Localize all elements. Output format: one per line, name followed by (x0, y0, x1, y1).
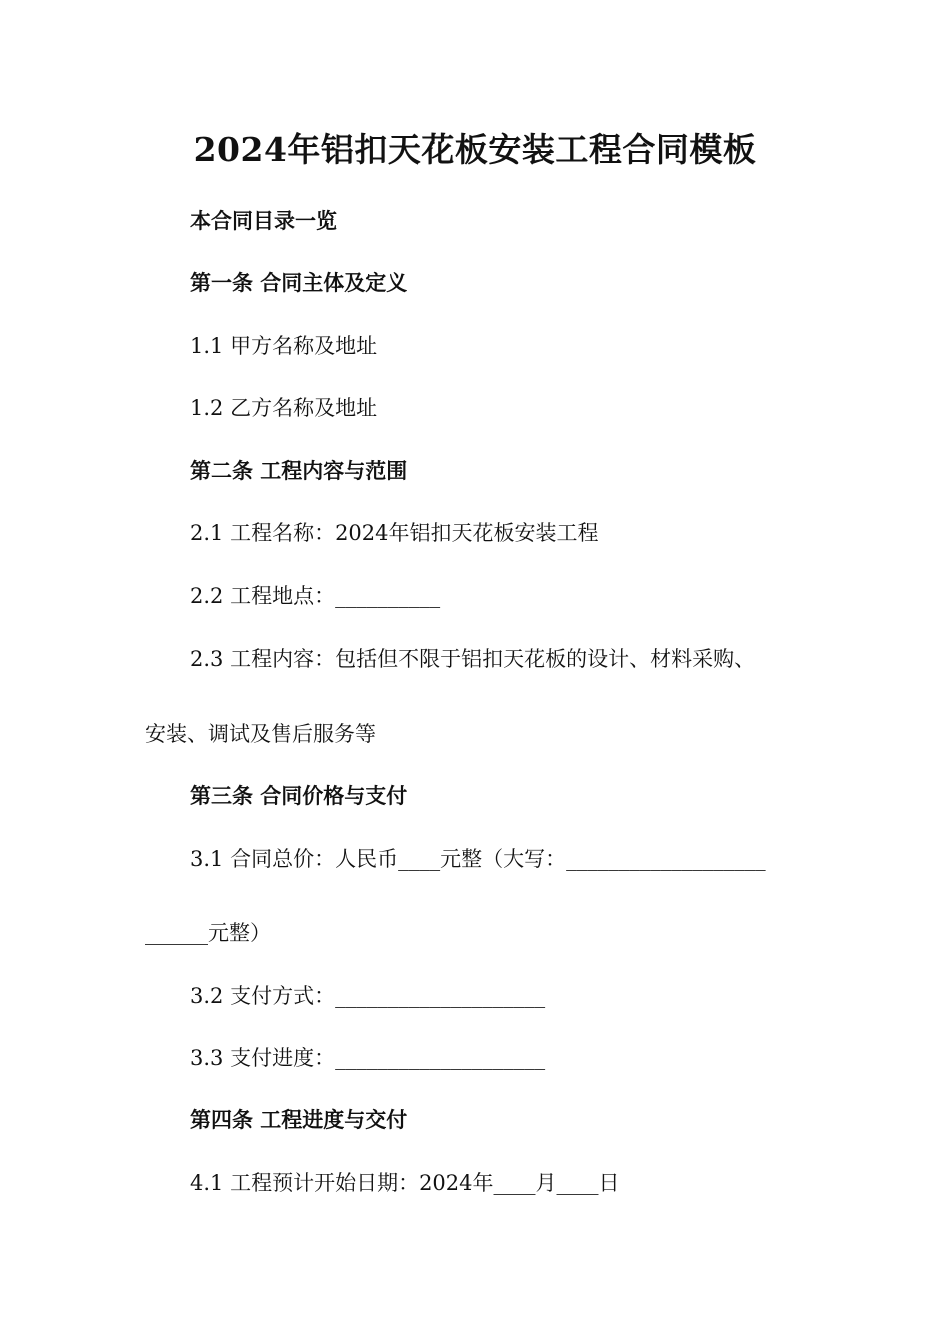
clause-2-3-continued: 安装、调试及售后服务等 (145, 722, 376, 746)
toc-heading: 本合同目录一览 (190, 208, 337, 233)
clause-3-1: 3.1 合同总价：人民币____元整（大写：___________________ (190, 847, 766, 871)
clause-1-1: 1.1 甲方名称及地址 (190, 334, 378, 358)
clause-1-2: 1.2 乙方名称及地址 (190, 396, 378, 420)
section-heading-4: 第四条 工程进度与交付 (190, 1107, 408, 1132)
clause-3-3: 3.3 支付进度：____________________ (190, 1046, 546, 1070)
clause-2-1: 2.1 工程名称：2024年铝扣天花板安装工程 (190, 521, 599, 545)
section-heading-3: 第三条 合同价格与支付 (190, 783, 408, 808)
clause-2-2: 2.2 工程地点：__________ (190, 584, 441, 608)
clause-2-3: 2.3 工程内容：包括但不限于铝扣天花板的设计、材料采购、 (190, 647, 756, 671)
section-heading-2: 第二条 工程内容与范围 (190, 458, 408, 483)
document-title: 2024年铝扣天花板安装工程合同模板 (193, 130, 757, 169)
section-heading-1: 第一条 合同主体及定义 (190, 270, 408, 295)
clause-4-1: 4.1 工程预计开始日期：2024年____月____日 (190, 1171, 620, 1195)
clause-3-2: 3.2 支付方式：____________________ (190, 984, 546, 1008)
clause-3-1-continued: ______元整） (145, 921, 271, 945)
